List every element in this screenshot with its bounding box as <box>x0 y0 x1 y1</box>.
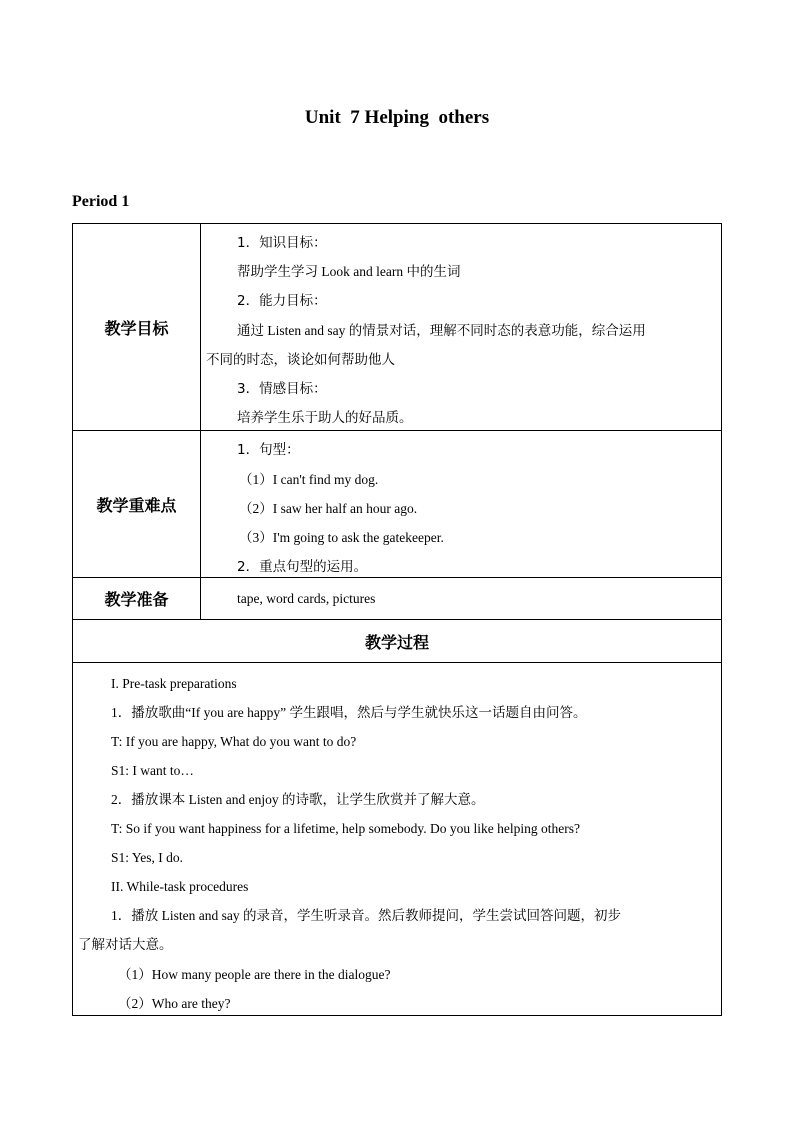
key-points-line: （1）I can't find my dog. <box>239 472 379 487</box>
process-line: T: If you are happy, What do you want to do? <box>111 734 357 749</box>
key-points-line: （2）I saw her half an hour ago. <box>239 501 418 516</box>
objectives-line: 2．能力目标： <box>237 293 327 309</box>
key-points-line: 2．重点句型的运用。 <box>237 559 368 575</box>
objectives-line: 3．情感目标： <box>237 381 327 397</box>
process-line: II. While-task procedures <box>111 879 249 894</box>
process-line: 1．播放 Listen and say 的录音，学生听录音。然后教师提问，学生尝试回答问题，初步 <box>111 908 621 923</box>
process-line: S1: Yes, I do. <box>111 850 184 865</box>
preparation-row <box>73 578 721 620</box>
process-line: I. Pre-task preparations <box>111 676 237 691</box>
objectives-row <box>73 224 721 431</box>
preparation-content <box>201 578 721 619</box>
process-line: 了解对话大意。 <box>78 937 173 952</box>
process-line: 2．播放课本 Listen and enjoy 的诗歌，让学生欣赏并了解大意。 <box>111 792 485 807</box>
lesson-plan-table <box>72 223 722 1016</box>
key-points-content <box>201 431 721 577</box>
key-points-line: （3）I'm going to ask the gatekeeper. <box>239 530 444 545</box>
process-content-row <box>73 663 721 1015</box>
objectives-line: 培养学生乐于助人的好品质。 <box>237 410 413 425</box>
process-line: （2）Who are they? <box>118 996 231 1011</box>
objectives-line: 1．知识目标： <box>237 235 327 251</box>
process-line: 1．播放歌曲“If you are happy” 学生跟唱，然后与学生就快乐这一话题自由问答。 <box>111 705 587 720</box>
objectives-label: 教学目标 <box>73 224 201 430</box>
period-heading: Period 1 <box>72 193 130 210</box>
process-line: （1）How many people are there in the dialogue? <box>118 967 391 982</box>
process-heading-row <box>73 620 721 663</box>
key-points-line: 1．句型： <box>237 442 300 458</box>
objectives-line: 帮助学生学习 Look and learn 中的生词 <box>237 264 461 279</box>
process-line: S1: I want to… <box>111 763 194 778</box>
process-line: T: So if you want happiness for a lifetime, help somebody. Do you like helping others? <box>111 821 580 836</box>
document-title: Unit 7 Helping others <box>304 107 490 128</box>
objectives-content <box>201 224 721 430</box>
preparation-text: tape, word cards, pictures <box>237 591 376 606</box>
preparation-label: 教学准备 <box>73 578 201 619</box>
objectives-line: 不同的时态，谈论如何帮助他人 <box>206 352 395 367</box>
key-points-label: 教学重难点 <box>73 431 201 577</box>
key-points-row <box>73 431 721 578</box>
process-heading: 教学过程 <box>364 632 429 652</box>
objectives-line: 通过 Listen and say 的情景对话，理解不同时态的表意功能，综合运用 <box>237 323 646 338</box>
